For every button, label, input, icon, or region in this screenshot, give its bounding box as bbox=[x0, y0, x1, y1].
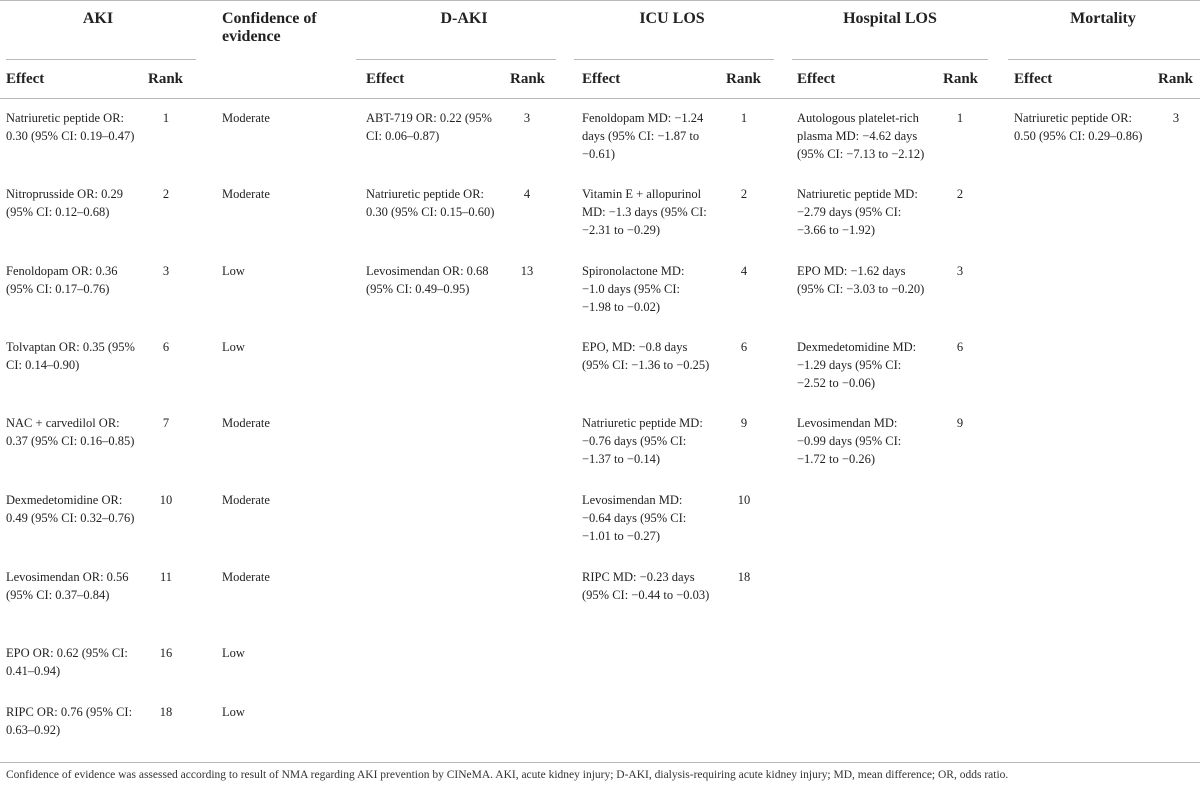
mortality-effect-cell: Natriuretic peptide OR: 0.50 (95% CI: 0.29–0.86) bbox=[1014, 111, 1143, 143]
daki-rank-cell: 3 bbox=[523, 111, 531, 125]
aki-effect-header: Effect bbox=[6, 71, 45, 87]
hospital-effect-cell: EPO MD: −1.62 days (95% CI: −3.03 to −0.20) bbox=[797, 264, 925, 296]
aki-rank-cell: 3 bbox=[162, 264, 170, 278]
icu-rank-cell: 2 bbox=[740, 187, 748, 201]
daki-rank-cell: 13 bbox=[520, 264, 534, 278]
aki-rank-cell: 16 bbox=[159, 646, 173, 660]
aki-rank-cell: 11 bbox=[159, 570, 173, 584]
hospital-rank-cell: 6 bbox=[956, 340, 964, 354]
aki-group-rule bbox=[6, 59, 196, 60]
icu-effect-cell: Fenoldopam MD: −1.24 days (95% CI: −1.87 to −0.61) bbox=[582, 111, 704, 161]
icu-group-rule bbox=[574, 59, 774, 60]
daki-effect-cell: ABT-719 OR: 0.22 (95% CI: 0.06–0.87) bbox=[366, 111, 492, 143]
aki-rank-cell: 2 bbox=[162, 187, 170, 201]
icu-rank-cell: 6 bbox=[740, 340, 748, 354]
icu-rank-cell: 9 bbox=[740, 416, 748, 430]
hospital-rank-cell: 9 bbox=[956, 416, 964, 430]
aki-effect-cell: Natriuretic peptide OR: 0.30 (95% CI: 0.19–0.47) bbox=[6, 111, 135, 143]
daki-group-rule bbox=[356, 59, 556, 60]
daki-rank-header: Rank bbox=[510, 71, 546, 87]
aki-confidence-cell: Moderate bbox=[222, 187, 270, 201]
hospital-rank-header: Rank bbox=[943, 71, 979, 87]
aki-effect-cell: Levosimendan OR: 0.56 (95% CI: 0.37–0.84) bbox=[6, 570, 129, 602]
aki-confidence-cell: Low bbox=[222, 705, 245, 719]
aki-effect-cell: Dexmedetomidine OR: 0.49 (95% CI: 0.32–0.76) bbox=[6, 493, 135, 525]
hospital-rank-cell: 3 bbox=[956, 264, 964, 278]
aki-effect-cell: Fenoldopam OR: 0.36 (95% CI: 0.17–0.76) bbox=[6, 264, 118, 296]
icu-effect-cell: Vitamin E + allopurinol MD: −1.3 days (95% CI: −2.31 to −0.29) bbox=[582, 187, 707, 237]
hospital-effect-cell: Autologous platelet-rich plasma MD: −4.62 days (95% CI: −7.13 to −2.12) bbox=[797, 111, 925, 161]
mortality-effect-header: Effect bbox=[1014, 71, 1053, 87]
header-icu-los: ICU LOS bbox=[639, 10, 705, 27]
hospital-effect-cell: Dexmedetomidine MD: −1.29 days (95% CI: −2.52 to −0.06) bbox=[797, 340, 917, 390]
table-bottom-rule bbox=[0, 762, 1200, 763]
icu-effect-cell: EPO, MD: −0.8 days (95% CI: −1.36 to −0.25) bbox=[582, 340, 710, 372]
mortality-group-rule bbox=[1008, 59, 1200, 60]
icu-rank-cell: 4 bbox=[740, 264, 748, 278]
hospital-effect-header: Effect bbox=[797, 71, 836, 87]
aki-rank-header: Rank bbox=[148, 71, 184, 87]
header-bottom-rule bbox=[0, 98, 1200, 99]
icu-rank-cell: 1 bbox=[740, 111, 748, 125]
header-daki: D-AKI bbox=[440, 10, 488, 27]
hospital-rank-cell: 2 bbox=[956, 187, 964, 201]
hospital-rank-cell: 1 bbox=[956, 111, 964, 125]
hospital-group-rule bbox=[792, 59, 988, 60]
hospital-effect-cell: Levosimendan MD: −0.99 days (95% CI: −1.72 to −0.26) bbox=[797, 416, 902, 466]
icu-effect-cell: Levosimendan MD: −0.64 days (95% CI: −1.01 to −0.27) bbox=[582, 493, 687, 543]
aki-effect-cell: EPO OR: 0.62 (95% CI: 0.41–0.94) bbox=[6, 646, 128, 678]
mortality-rank-cell: 3 bbox=[1172, 111, 1180, 125]
header-aki: AKI bbox=[82, 10, 114, 27]
aki-rank-cell: 7 bbox=[162, 416, 170, 430]
icu-effect-header: Effect bbox=[582, 71, 621, 87]
header-confidence: Confidence of evidence bbox=[222, 10, 317, 45]
aki-rank-cell: 6 bbox=[162, 340, 170, 354]
icu-rank-cell: 10 bbox=[737, 493, 751, 507]
daki-rank-cell: 4 bbox=[523, 187, 531, 201]
aki-confidence-cell: Moderate bbox=[222, 493, 270, 507]
aki-rank-cell: 10 bbox=[159, 493, 173, 507]
daki-effect-cell: Natriuretic peptide OR: 0.30 (95% CI: 0.15–0.60) bbox=[366, 187, 495, 219]
aki-confidence-cell: Moderate bbox=[222, 111, 270, 125]
top-rule bbox=[0, 0, 1200, 1]
hospital-effect-cell: Natriuretic peptide MD: −2.79 days (95% CI: −3.66 to −1.92) bbox=[797, 187, 918, 237]
header-mortality: Mortality bbox=[1070, 10, 1136, 27]
icu-effect-cell: Spironolactone MD: −1.0 days (95% CI: −1.98 to −0.02) bbox=[582, 264, 685, 314]
icu-effect-cell: RIPC MD: −0.23 days (95% CI: −0.44 to −0.03) bbox=[582, 570, 710, 602]
aki-effect-cell: Nitroprusside OR: 0.29 (95% CI: 0.12–0.68) bbox=[6, 187, 124, 219]
aki-effect-cell: Tolvaptan OR: 0.35 (95% CI: 0.14–0.90) bbox=[6, 340, 135, 372]
daki-effect-header: Effect bbox=[366, 71, 405, 87]
aki-confidence-cell: Low bbox=[222, 340, 245, 354]
aki-confidence-cell: Low bbox=[222, 646, 245, 660]
icu-rank-header: Rank bbox=[726, 71, 762, 87]
icu-effect-cell: Natriuretic peptide MD: −0.76 days (95% CI: −1.37 to −0.14) bbox=[582, 416, 703, 466]
mortality-rank-header: Rank bbox=[1158, 71, 1194, 87]
aki-rank-cell: 1 bbox=[162, 111, 170, 125]
aki-confidence-cell: Moderate bbox=[222, 570, 270, 584]
header-hospital-los: Hospital LOS bbox=[843, 10, 937, 27]
aki-rank-cell: 18 bbox=[159, 705, 173, 719]
aki-effect-cell: NAC + carvedilol OR: 0.37 (95% CI: 0.16–0.85) bbox=[6, 416, 135, 448]
aki-confidence-cell: Low bbox=[222, 264, 245, 278]
daki-effect-cell: Levosimendan OR: 0.68 (95% CI: 0.49–0.95) bbox=[366, 264, 489, 296]
aki-confidence-cell: Moderate bbox=[222, 416, 270, 430]
aki-effect-cell: RIPC OR: 0.76 (95% CI: 0.63–0.92) bbox=[6, 705, 133, 737]
icu-rank-cell: 18 bbox=[737, 570, 751, 584]
table-footnote: Confidence of evidence was assessed according to result of NMA regarding AKI prevention by CINeMA. AKI, acute kidney injury; D-AKI, dialysis-requiring acute kidney injury; MD, mean difference; OR, odds ratio. bbox=[6, 769, 1009, 781]
